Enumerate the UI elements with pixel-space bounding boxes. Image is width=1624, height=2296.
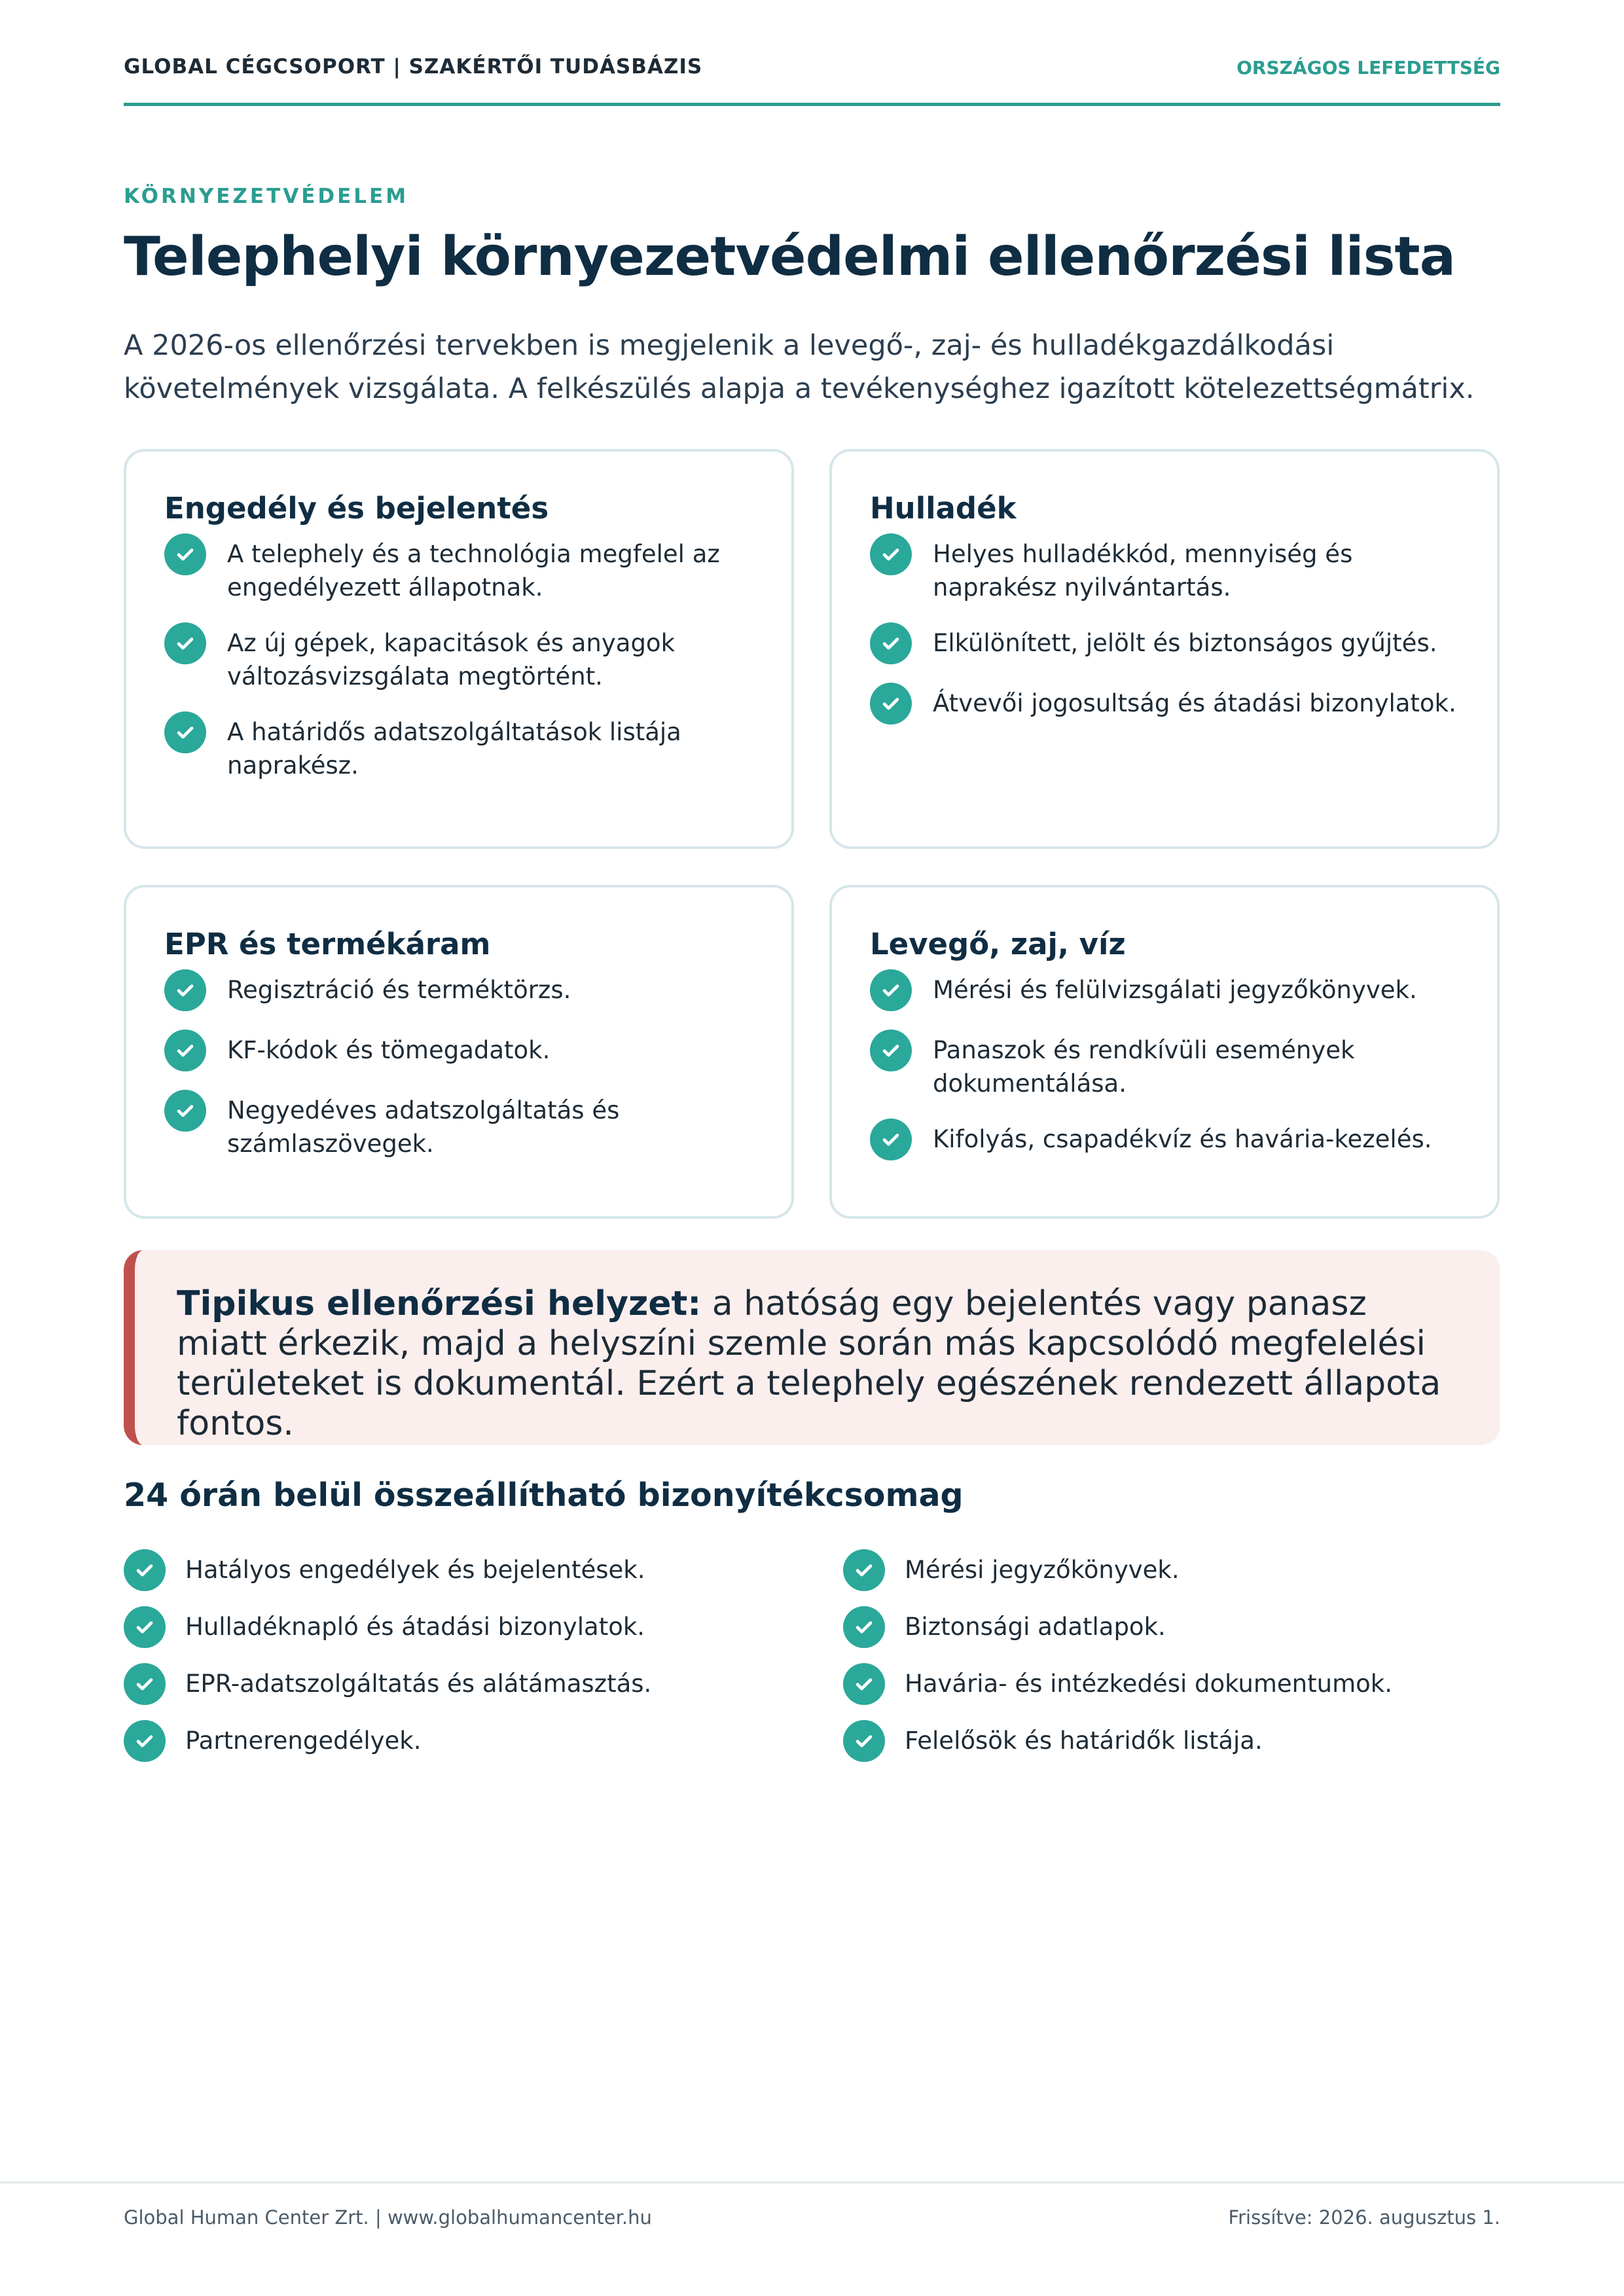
- checklist-item-text: Regisztráció és terméktörzs.: [227, 976, 571, 1004]
- footer-company: Global Human Center Zrt. | www.globalhumancenter.hu: [124, 2206, 652, 2229]
- evidence-item-text: EPR-adatszolgáltatás és alátámasztás.: [185, 1670, 652, 1698]
- page-title: Telephelyi környezetvédelmi ellenőrzési lista: [124, 226, 1455, 288]
- evidence-item-text: Biztonsági adatlapok.: [905, 1613, 1166, 1641]
- check-circle-icon: [124, 1549, 166, 1591]
- checklist-item: [164, 1094, 755, 1160]
- check-circle-icon: [870, 1030, 912, 1071]
- card-epr: [124, 885, 794, 1219]
- evidence-item-text: Felelősök és határidők listája.: [905, 1727, 1263, 1755]
- checklist-item: [870, 1122, 1460, 1160]
- evidence-item: [843, 1721, 1498, 1762]
- checklist-item-text: Elkülönített, jelölt és biztonságos gyűjtés.: [933, 629, 1437, 657]
- checklist-item-text: Negyedéves adatszolgáltatás és számlaszövegek.: [227, 1096, 620, 1158]
- check-circle-icon: [164, 622, 206, 664]
- check-circle-icon: [870, 1119, 912, 1160]
- checklist-item-text: KF-kódok és tömegadatok.: [227, 1036, 550, 1064]
- checklist-item-text: Kifolyás, csapadékvíz és havária-kezelés.: [933, 1125, 1432, 1153]
- evidence-item: [843, 1550, 1498, 1591]
- evidence-list-left: [124, 1550, 778, 1778]
- evidence-item: [124, 1721, 778, 1762]
- typical-situation-callout: [124, 1250, 1500, 1445]
- evidence-title: 24 órán belül összeállítható bizonyítékcsomag: [124, 1477, 964, 1514]
- evidence-item: [124, 1664, 778, 1705]
- check-circle-icon: [843, 1720, 885, 1762]
- evidence-item-text: Havária- és intézkedési dokumentumok.: [905, 1670, 1392, 1698]
- checklist-item: [164, 715, 755, 782]
- check-circle-icon: [870, 622, 912, 664]
- check-circle-icon: [124, 1606, 166, 1648]
- page-header: [124, 52, 1500, 106]
- card-hulladek: [829, 449, 1500, 849]
- check-circle-icon: [164, 533, 206, 575]
- check-circle-icon: [870, 533, 912, 575]
- evidence-item: [843, 1607, 1498, 1648]
- checklist-item-text: Mérési és felülvizsgálati jegyzőkönyvek.: [933, 976, 1417, 1004]
- checklist-item: [870, 537, 1460, 604]
- check-circle-icon: [843, 1549, 885, 1591]
- checklist-item: [870, 973, 1460, 1011]
- card-title: Hulladék: [870, 491, 1017, 526]
- check-circle-icon: [843, 1663, 885, 1705]
- evidence-item-text: Hatályos engedélyek és bejelentések.: [185, 1556, 645, 1584]
- page-footer: [0, 2181, 1624, 2296]
- evidence-item: [843, 1664, 1498, 1705]
- checklist-item-text: A telephely és a technológia megfelel az engedélyezett állapotnak.: [227, 540, 720, 601]
- checklist-item: [164, 973, 755, 1011]
- checklist-item-text: Az új gépek, kapacitások és anyagok változásvizsgálata megtörtént.: [227, 629, 675, 691]
- checklist-item-text: A határidős adatszolgáltatások listája naprakész.: [227, 718, 681, 780]
- evidence-item-text: Hulladéknapló és átadási bizonylatok.: [185, 1613, 645, 1641]
- check-circle-icon: [164, 969, 206, 1011]
- card-title: Engedély és bejelentés: [164, 491, 549, 526]
- check-circle-icon: [164, 1090, 206, 1132]
- card-title: Levegő, zaj, víz: [870, 927, 1126, 961]
- header-brand: GLOBAL CÉGCSOPORT | SZAKÉRTŐI TUDÁSBÁZIS: [124, 55, 703, 79]
- intro-paragraph: A 2026-os ellenőrzési tervekben is megjelenik a levegő-, zaj- és hulladékgazdálkodási követelmények vizsgálata. A felkészülés alapja a tevékenységhez igazított kötelezettségmátrix.: [124, 329, 1475, 405]
- checklist-item: [870, 687, 1460, 725]
- header-coverage: ORSZÁGOS LEFEDETTSÉG: [1236, 57, 1500, 79]
- check-circle-icon: [164, 711, 206, 753]
- card-title: EPR és termékáram: [164, 927, 491, 961]
- check-circle-icon: [124, 1663, 166, 1705]
- evidence-list-right: [843, 1550, 1498, 1778]
- checklist-item: [164, 1033, 755, 1071]
- check-circle-icon: [124, 1720, 166, 1762]
- card-engedely: [124, 449, 794, 849]
- evidence-item: [124, 1550, 778, 1591]
- evidence-item-text: Mérési jegyzőkönyvek.: [905, 1556, 1180, 1584]
- checklist-item: [870, 626, 1460, 664]
- footer-updated: Frissítve: 2026. augusztus 1.: [1228, 2206, 1500, 2229]
- checklist-item-text: Helyes hulladékkód, mennyiség és naprakész nyilvántartás.: [933, 540, 1353, 601]
- section-eyebrow: KÖRNYEZETVÉDELEM: [124, 185, 409, 208]
- card-levego: [829, 885, 1500, 1219]
- checklist-item: [164, 537, 755, 604]
- checklist-item: [164, 626, 755, 693]
- check-circle-icon: [870, 969, 912, 1011]
- check-circle-icon: [870, 683, 912, 725]
- checklist-item-text: Átvevői jogosultság és átadási bizonylatok.: [933, 689, 1456, 717]
- evidence-item: [124, 1607, 778, 1648]
- evidence-item-text: Partnerengedélyek.: [185, 1727, 422, 1755]
- check-circle-icon: [164, 1030, 206, 1071]
- callout-lead: Tipikus ellenőrzési helyzet:: [177, 1284, 702, 1323]
- checklist-item-text: Panaszok és rendkívüli események dokumentálása.: [933, 1036, 1355, 1098]
- checklist-item: [870, 1033, 1460, 1100]
- callout-text: [177, 1284, 1461, 1444]
- callout-body: a hatóság egy bejelentés vagy panasz miatt érkezik, majd a helyszíni szemle során más kapcsolódó megfelelési területeket is dokumentál. Ezért a telephely egészének rendezett állapota fontos.: [177, 1284, 1441, 1443]
- check-circle-icon: [843, 1606, 885, 1648]
